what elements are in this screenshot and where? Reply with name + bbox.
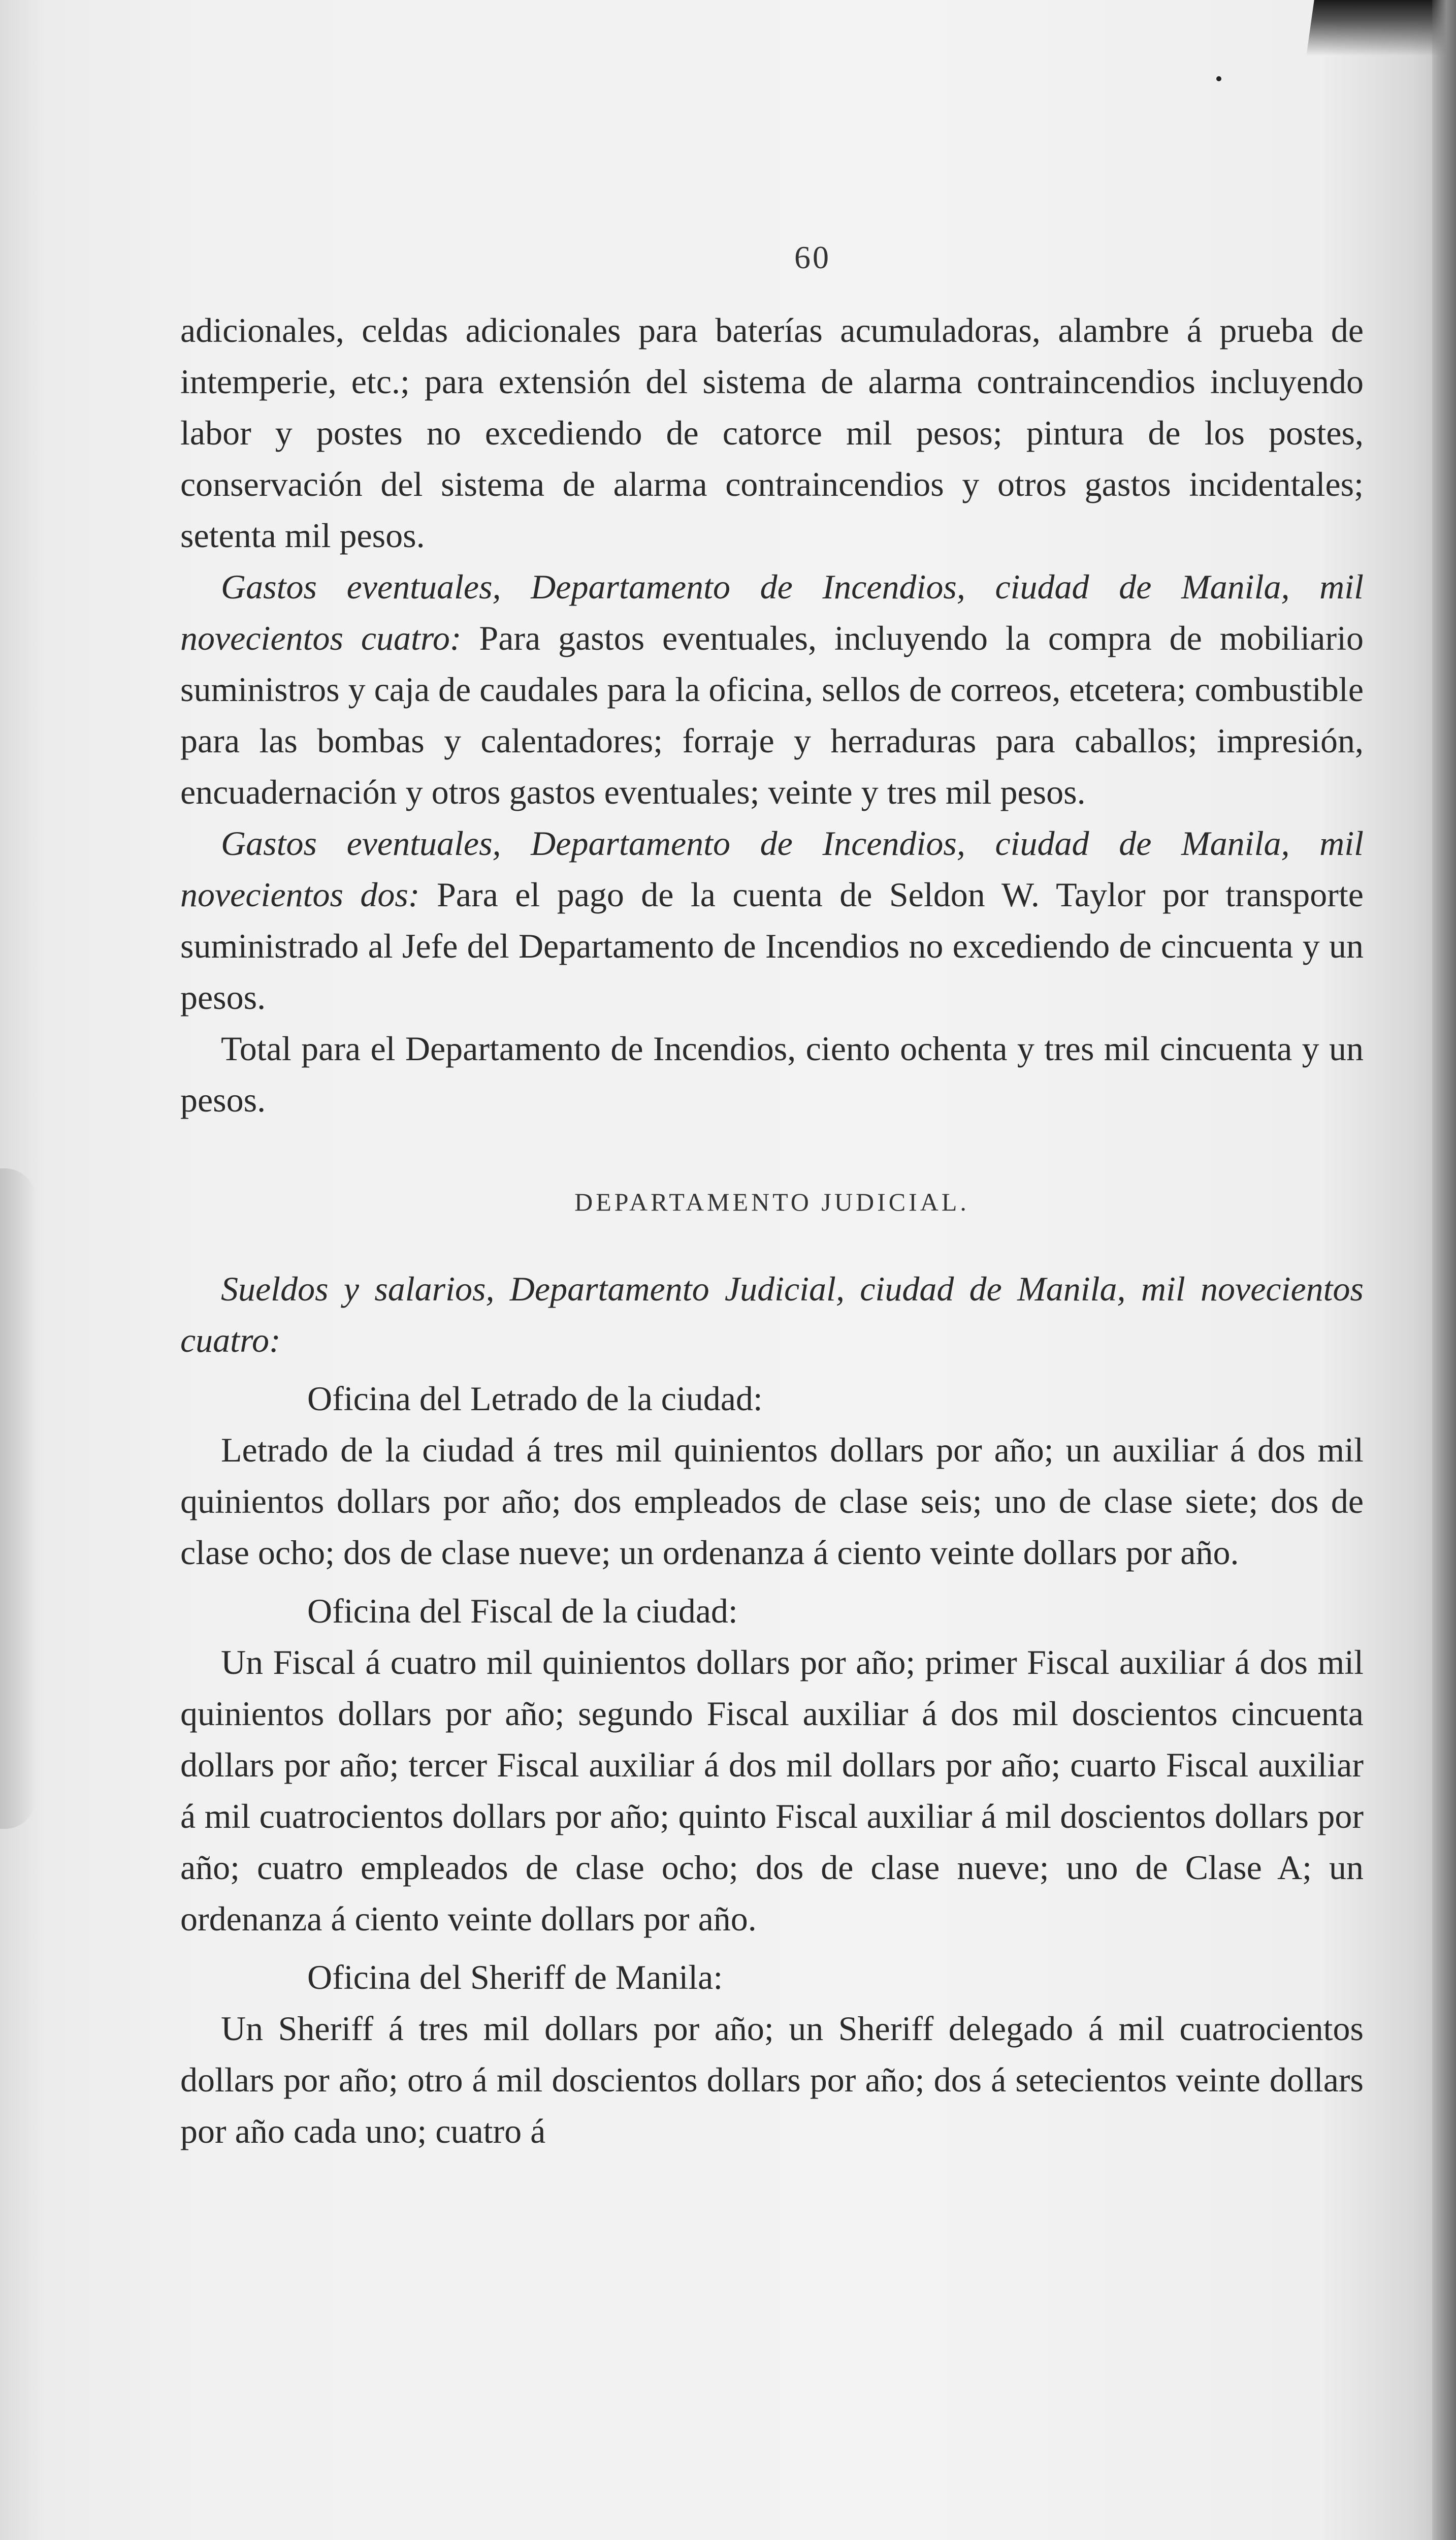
ink-speck (1216, 76, 1221, 81)
paragraph-letrado: Letrado de la ciudad á tres mil quinientos dollars por año; un auxiliar á dos mil quinientos dollars por año; dos empleados de clase seis; uno de clase siete; dos de clase ocho; dos de clase nueve; un ordenanza á ciento veinte dollars por año. (180, 1431, 1364, 1572)
paragraph-body: Para el pago de la cuenta de Seldon W. Taylor por transporte suministrado al Jefe del Departamento de Incendios no excediendo de cincuenta y un pesos. (180, 875, 1364, 1017)
subheading-sheriff: Oficina del Sheriff de Manila: (307, 1958, 723, 1996)
paragraph-lead-italic: Gastos eventuales, Departamento de Incendios, ciudad de Manila, mil novecientos cuatro: (180, 567, 1364, 657)
paragraph-fire-total: Total para el Departamento de Incendios, ciento ochenta y tres mil cincuenta y un pesos. (180, 1029, 1364, 1119)
paragraph-fire-alarm: adicionales, celdas adicionales para baterías acumuladoras, alambre á prueba de intemperie, etc.; para extensión del sistema de alarma contraincendios incluyendo labor y postes no excediendo de catorce mil pesos; pintura de los postes, conservación del sistema de alarma contraincendios y otros gastos incidentales; setenta mil pesos. (180, 311, 1364, 555)
page-body (180, 305, 1364, 2157)
page-stain (0, 1168, 36, 1829)
subheading-fiscal: Oficina del Fiscal de la ciudad: (307, 1592, 738, 1630)
paragraph-judicial-salaries: Sueldos y salarios, Departamento Judicial, ciudad de Manila, mil novecientos cuatro: (180, 1269, 1364, 1359)
paragraph-fiscal: Un Fiscal á cuatro mil quinientos dollars por año; primer Fiscal auxiliar á dos mil quinientos dollars por año; segundo Fiscal auxiliar á dos mil doscientos cincuenta dollars por año; tercer Fiscal auxiliar á dos mil dollars por año; cuarto Fiscal auxiliar á mil cuatrocientos dollars por año; quinto Fiscal auxiliar á mil doscientos dollars por año; cuatro empleados de clase ocho; dos de clase nueve; uno de Clase A; un ordenanza á ciento veinte dollars por año. (180, 1643, 1364, 1938)
page-number: 60 (794, 239, 831, 275)
paragraph-lead-italic: Gastos eventuales, Departamento de Incendios, ciudad de Manila, mil novecientos dos: (180, 824, 1364, 914)
page-edge-shadow (1432, 0, 1456, 2540)
paragraph-fire-eventual-1904 (180, 561, 1364, 818)
subheading-letrado: Oficina del Letrado de la ciudad: (307, 1379, 763, 1418)
section-heading: DEPARTAMENTO JUDICIAL. (574, 1188, 969, 1216)
paragraph-sheriff: Un Sheriff á tres mil dollars por año; un Sheriff delegado á mil cuatrocientos dollars por año; otro á mil doscientos dollars por año; dos á setecientos veinte dollars por año cada uno; cuatro á (180, 2009, 1364, 2150)
paragraph-fire-eventual-1902 (180, 818, 1364, 1023)
paragraph-body: Para gastos eventuales, incluyendo la compra de mobiliario suministros y caja de caudales para la oficina, sellos de correos, etcetera; combustible para las bombas y calentadores; forraje y herraduras para caballos; impresión, encuadernación y otros gastos eventuales; veinte y tres mil pesos. (180, 619, 1364, 811)
